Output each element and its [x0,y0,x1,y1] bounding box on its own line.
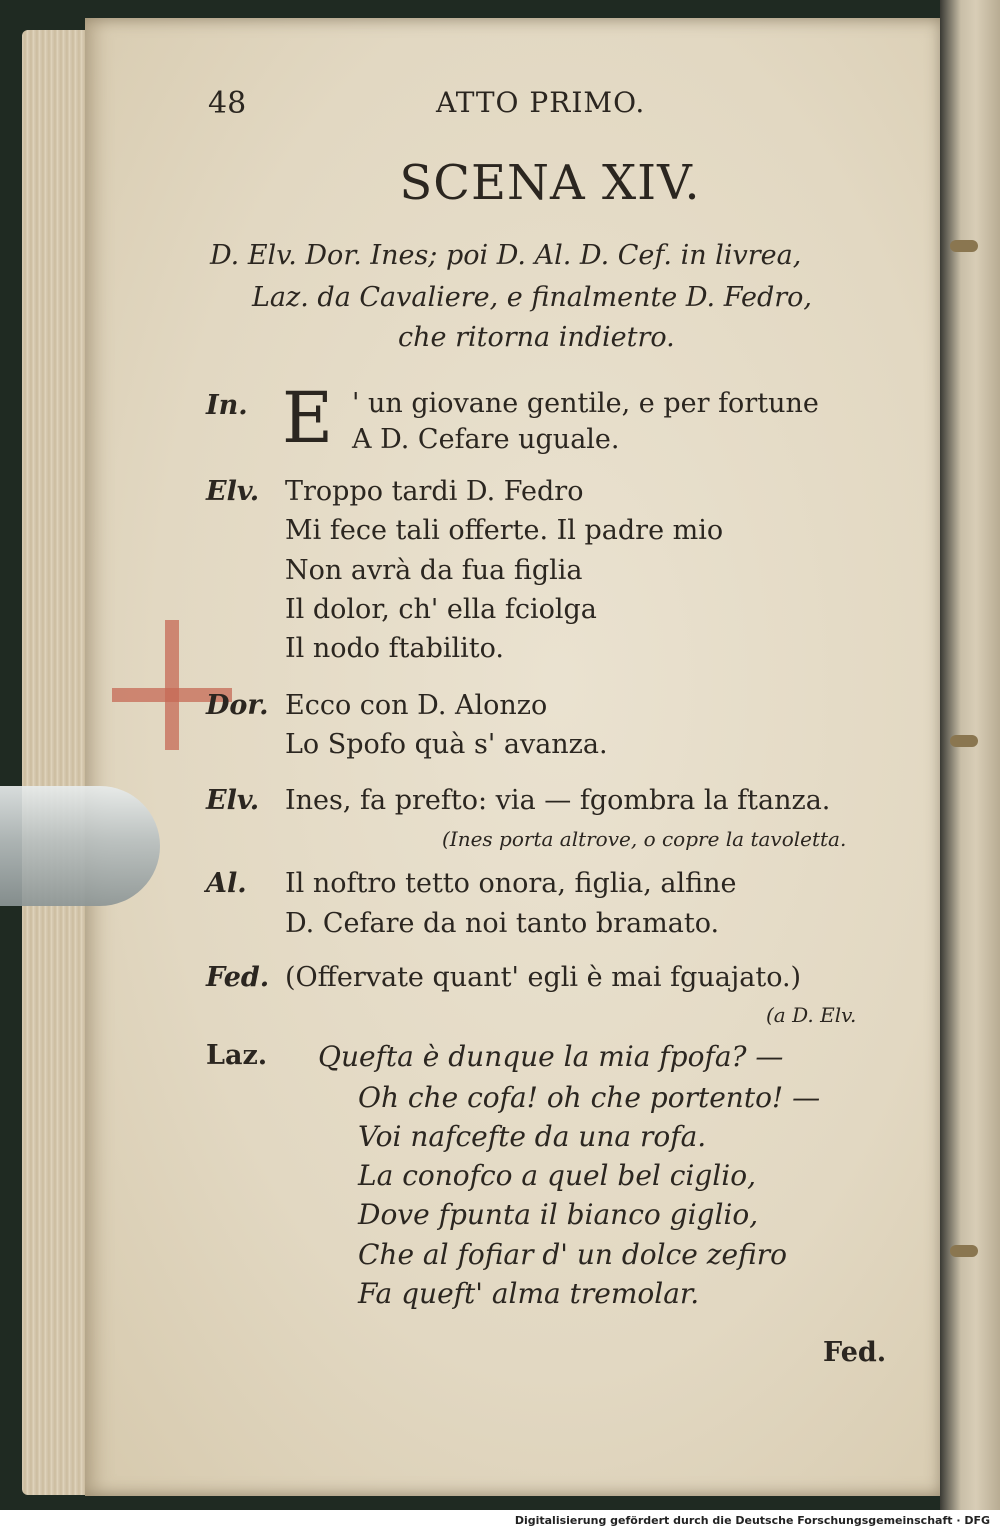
book-gutter [940,0,1000,1510]
speaker-label: Al. [206,868,247,899]
page-holder-clip [0,786,160,906]
speaker-label: Fed. [206,962,270,993]
cast-line: Laz. da Cavaliere, e finalmente D. Fedro, [252,282,812,313]
verse-line: Il noftro tetto onora, figlia, alfine [285,868,737,899]
aria-line: Fa queft' alma tremolar. [358,1277,700,1310]
verse-line: A D. Cefare uguale. [352,424,620,455]
cast-line: D. Elv. Dor. Ines; poi D. Al. D. Cef. in livrea, [210,240,802,271]
running-head: ATTO PRIMO. [436,86,646,119]
stage-direction: (Ines porta altrove, o copre la tavoletta. [442,827,847,851]
page-number: 48 [208,86,247,121]
speaker-label: In. [206,390,248,421]
drop-cap: E [282,377,334,459]
verse-line: Il nodo ftabilito. [285,633,504,664]
aria-line: Quefta è dunque la mia fpofa? — [318,1040,784,1073]
aria-line: Dove fpunta il bianco giglio, [358,1198,759,1231]
scene-title: SCENA XIV. [399,155,701,211]
aria-line: La conofco a quel bel ciglio, [358,1159,756,1192]
verse-line: Mi fece tali offerte. Il padre mio [285,515,724,546]
verse-line: D. Cefare da noi tanto bramato. [285,908,720,939]
aria-line: Voi nafcefte da una rofa. [358,1120,707,1153]
red-cross-mark-vertical [165,620,179,750]
verse-line: Non avrà da fua figlia [285,555,583,586]
aria-line: Che al fofiar d' un dolce zefiro [358,1238,787,1271]
speaker-label: Elv. [206,785,260,816]
binding-thread [950,240,978,252]
dfg-credit: Digitalisierung gefördert durch die Deutsche Forschungsgemeinschaft · DFG [514,1514,990,1527]
digitization-footer [0,1510,1000,1533]
speaker-label: Dor. [206,690,269,721]
verse-line: (Offervate quant' egli è mai fguajato.) [285,962,802,993]
catchword: Fed. [823,1337,887,1368]
verse-line: Ines, fa prefto: via — fgombra la ftanza. [285,785,831,816]
binding-thread [950,1245,978,1257]
cast-line: che ritorna indietro. [398,322,675,353]
verse-line: ' un giovane gentile, e per fortune [352,388,819,419]
stage-direction: (a D. Elv. [766,1003,857,1027]
verse-line: Troppo tardi D. Fedro [285,476,584,507]
verse-line: Ecco con D. Alonzo [285,690,548,721]
aria-line: Oh che cofa! oh che portento! — [358,1081,821,1114]
speaker-label: Elv. [206,476,260,507]
verse-line: Lo Spofo quà s' avanza. [285,729,608,760]
verse-line: Il dolor, ch' ella fciolga [285,594,597,625]
speaker-label: Laz. [206,1040,268,1071]
binding-thread [950,735,978,747]
